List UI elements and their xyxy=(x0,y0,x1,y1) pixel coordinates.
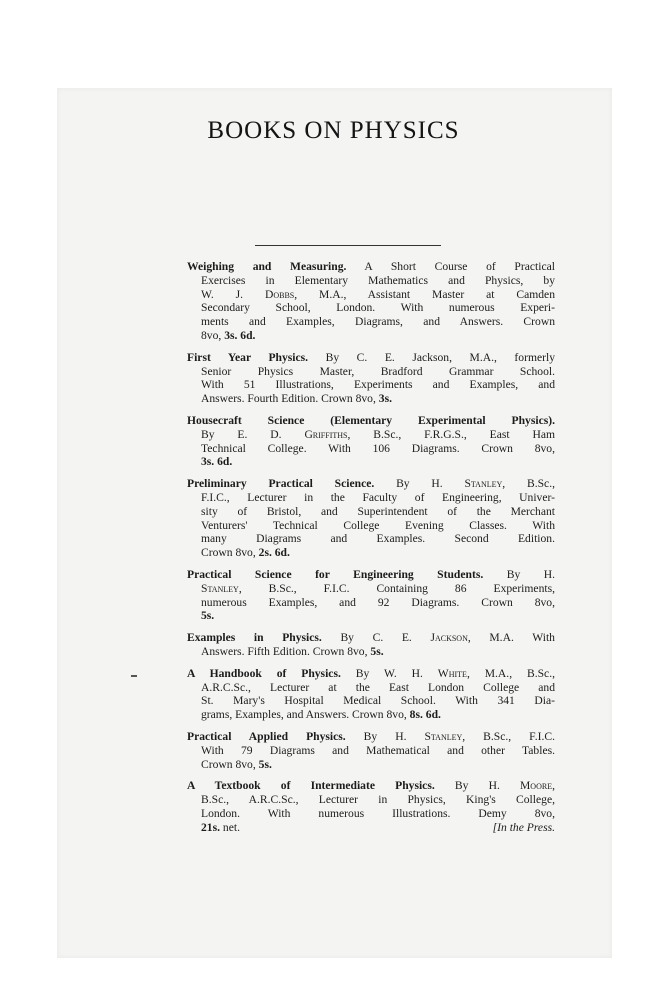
entry-text: Answers. Fourth Edition. Crown 8vo, xyxy=(201,392,379,406)
book-entry xyxy=(187,667,555,722)
entry-text: With 79 Diagrams and Mathematical and other Tables. xyxy=(201,743,555,757)
entry-text: Stanley xyxy=(424,729,463,743)
entry-text: F.I.C., Lecturer in the Faculty of Engineering, Univer- xyxy=(201,490,555,504)
book-entry xyxy=(187,631,555,659)
entry-line xyxy=(187,505,555,519)
entry-line xyxy=(187,260,555,274)
entry-text: , M.A. With xyxy=(467,631,555,645)
entry-line xyxy=(187,442,555,456)
entry-line xyxy=(187,708,555,722)
entry-line xyxy=(187,694,555,708)
entry-line xyxy=(187,667,555,681)
book-entry xyxy=(187,477,555,560)
entry-text: B.Sc., A.R.C.Sc., Lecturer in Physics, King's College, xyxy=(201,793,555,807)
entry-text: 8s. 6d. xyxy=(409,708,441,722)
book-title: Housecraft Science (Elementary Experimental Physics). xyxy=(187,413,555,427)
entry-text: 8vo, xyxy=(201,328,225,342)
entry-text: Technical College. With 106 Diagrams. Crown 8vo, xyxy=(201,441,555,455)
entry-text: By H. xyxy=(483,567,555,581)
entry-line xyxy=(187,315,555,329)
title-divider xyxy=(255,245,441,246)
entry-text: 3s. xyxy=(378,392,392,406)
entry-line xyxy=(187,392,555,406)
entry-line xyxy=(187,609,555,623)
book-entry xyxy=(187,779,555,834)
entry-text: With 51 Illustrations, Experiments and Examples, and xyxy=(201,378,555,392)
entry-text: Exercises in Elementary Mathematics and Physics, by xyxy=(201,273,555,287)
entry-line xyxy=(187,378,555,392)
entry-text: , B.Sc., F.R.G.S., East Ham xyxy=(347,427,556,441)
entry-text: , M.A., B.Sc., xyxy=(466,666,555,680)
book-entry xyxy=(187,730,555,771)
entry-text: By E. D. xyxy=(201,427,305,441)
margin-mark xyxy=(131,675,137,677)
book-entry xyxy=(187,260,555,343)
entry-line xyxy=(187,821,555,835)
entry-text: grams, Examples, and Answers. Crown 8vo, xyxy=(201,708,410,722)
entry-line xyxy=(187,491,555,505)
entry-line xyxy=(187,365,555,379)
entry-line xyxy=(187,744,555,758)
entry-text: Answers. Fifth Edition. Crown 8vo, xyxy=(201,644,371,658)
in-press-note: [In the Press. xyxy=(492,820,555,834)
entry-text: Crown 8vo, xyxy=(201,757,259,771)
entry-text: St. Mary's Hospital Medical School. With 341 Dia- xyxy=(201,694,555,708)
entry-line xyxy=(187,758,555,772)
entry-line xyxy=(187,351,555,365)
book-title: Practical Applied Physics. xyxy=(187,729,346,743)
entry-line xyxy=(187,681,555,695)
entry-text: W. J. xyxy=(201,287,265,301)
entry-line xyxy=(187,793,555,807)
book-title: Practical Science for Engineering Students. xyxy=(187,567,484,581)
entry-text: , B.Sc., F.I.C. Containing 86 Experiments, xyxy=(238,581,555,595)
book-title: Preliminary Practical Science. xyxy=(187,477,375,491)
entry-text: Stanley xyxy=(201,581,239,595)
entry-text: By C. E. xyxy=(321,631,431,645)
book-title: Weighing and Measuring. xyxy=(187,260,347,273)
entry-text: Moore xyxy=(520,779,553,793)
entry-line xyxy=(187,329,555,343)
entry-line xyxy=(187,519,555,533)
entry-text: , xyxy=(552,779,555,793)
entry-text: Jackson xyxy=(430,631,468,645)
entry-text: many Diagrams and Examples. Second Edition. xyxy=(201,532,555,546)
entry-text: 21s. xyxy=(201,820,221,834)
entry-text: , B.Sc., F.I.C. xyxy=(462,729,555,743)
entry-line xyxy=(187,477,555,491)
entry-text: Dobbs xyxy=(264,287,295,301)
entry-text: 5s. xyxy=(258,757,272,771)
entry-text: By W. H. xyxy=(340,666,438,680)
entry-text: Stanley xyxy=(464,477,503,491)
entry-text: London. With numerous Illustrations. Demy 8vo, xyxy=(201,806,555,820)
book-list xyxy=(187,260,555,842)
entry-line xyxy=(187,807,555,821)
entry-text: Griffiths xyxy=(304,427,348,441)
book-title: A Handbook of Physics. xyxy=(187,666,341,680)
entry-text: 3s. 6d. xyxy=(224,328,256,342)
entry-text: A.R.C.Sc., Lecturer at the East London College and xyxy=(201,680,555,694)
entry-text: White xyxy=(437,666,467,680)
entry-text: net. xyxy=(220,820,240,834)
entry-line xyxy=(187,645,555,659)
entry-text: 3s. 6d. xyxy=(201,455,233,469)
page-title: BOOKS ON PHYSICS xyxy=(207,117,460,144)
entry-line xyxy=(187,730,555,744)
entry-line xyxy=(187,274,555,288)
entry-line xyxy=(187,532,555,546)
entry-line xyxy=(187,428,555,442)
entry-line xyxy=(187,596,555,610)
entry-text: ments and Examples, Diagrams, and Answers. Crown xyxy=(201,315,555,329)
entry-text: , B.Sc., xyxy=(502,477,555,491)
entry-text: By H. xyxy=(434,779,520,793)
entry-text: A Short Course of Practical xyxy=(346,260,555,273)
entry-line xyxy=(187,582,555,596)
book-entry xyxy=(187,568,555,623)
entry-text: 2s. 6d. xyxy=(258,546,290,560)
book-title: First Year Physics. xyxy=(187,350,309,364)
entry-text: By H. xyxy=(374,477,465,491)
entry-text: , M.A., Assistant Master at Camden xyxy=(294,287,555,301)
entry-line xyxy=(187,631,555,645)
book-title: Examples in Physics. xyxy=(187,631,322,645)
entry-text: numerous Examples, and 92 Diagrams. Crown 8vo, xyxy=(201,595,555,609)
entry-text: sity of Bristol, and Superintendent of the Merchant xyxy=(201,504,555,518)
entry-line xyxy=(187,568,555,582)
entry-text: Crown 8vo, xyxy=(201,546,259,560)
entry-text: By H. xyxy=(345,729,425,743)
entry-line xyxy=(187,414,555,428)
entry-text: 5s. xyxy=(370,644,384,658)
book-title: A Textbook of Intermediate Physics. xyxy=(187,779,435,793)
entry-line xyxy=(187,455,555,469)
entry-line xyxy=(187,288,555,302)
entry-text: 5s. xyxy=(201,609,215,623)
entry-text: Secondary School, London. With numerous Experi- xyxy=(201,301,555,315)
entry-text: Venturers' Technical College Evening Classes. With xyxy=(201,518,555,532)
book-entry xyxy=(187,351,555,406)
entry-line xyxy=(187,301,555,315)
book-entry xyxy=(187,414,555,469)
entry-line xyxy=(187,546,555,560)
entry-text: By C. E. Jackson, M.A., formerly xyxy=(308,350,555,364)
entry-line xyxy=(187,779,555,793)
entry-text: Senior Physics Master, Bradford Grammar School. xyxy=(201,364,555,378)
